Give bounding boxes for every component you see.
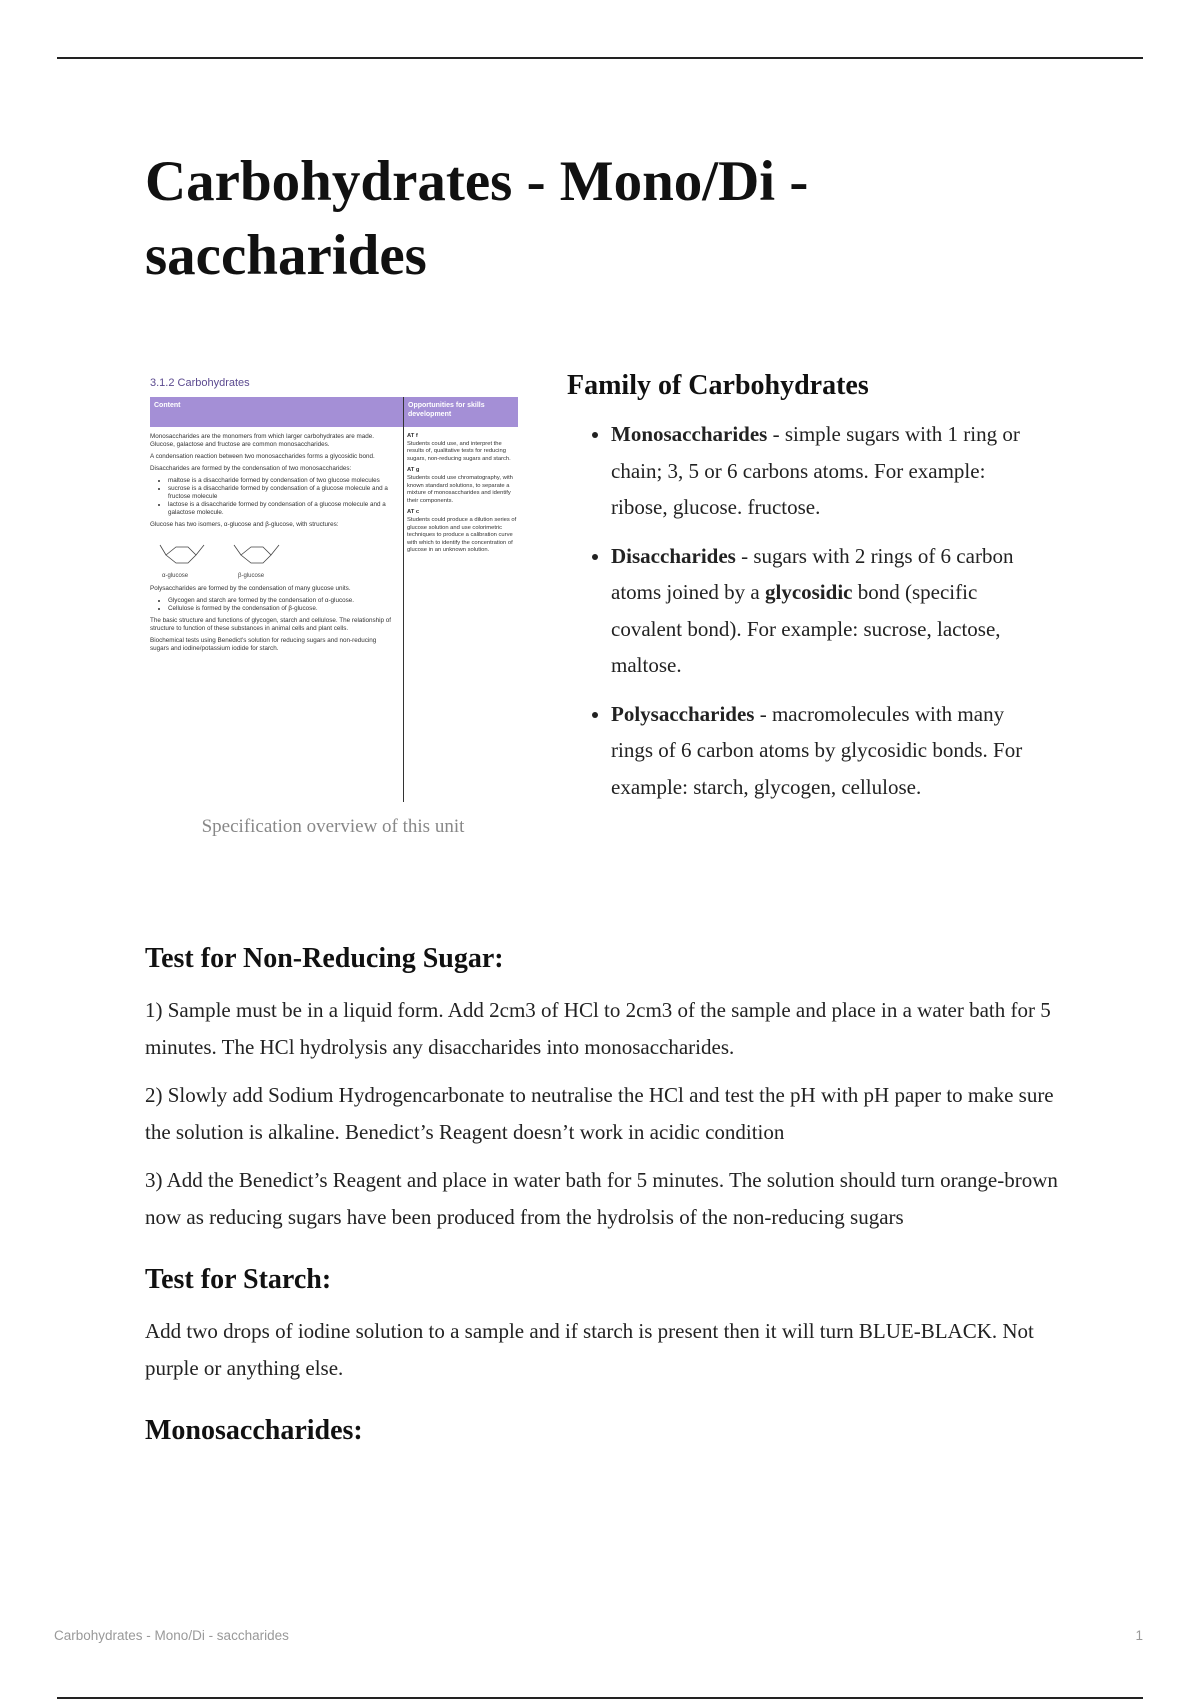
glycosidic-emphasis: glycosidic [764,580,853,604]
family-description: - simple sugars with 1 ring or chain; 3, 5 or 6 carbons atoms. For example: ribose, glucose. fructose. [611,422,1020,519]
family-term: Polysaccharides [611,701,755,726]
nonreducing-step: 1) Sample must be in a liquid form. Add 2cm3 of HCl to 2cm3 of the sample and place in a water bath for 5 minutes. The HCl hydrolysis any disaccharides into monosaccharides. [145,998,1051,1059]
family-description: - sugars with 2 rings of 6 carbon atoms joined by a [611,543,1014,604]
spec-skill-text: Students could produce a dilution series of glucose solution and use colorimetric techniques to produce a calibration curve with which to identify the concentration of glucose in an unknown solution. [407,516,517,554]
footer-title: Carbohydrates - Mono/Di - saccharides [54,1628,289,1643]
nonreducing-heading: Test for Non-Reducing Sugar: [145,943,504,974]
starch-heading: Test for Starch: [145,1264,332,1295]
spec-body-bullets [150,477,396,517]
spec-bullet: • sucrose is a disaccharide formed by condensation of a glucose molecule and a fructose molecule [168,485,396,501]
starch-section [145,1257,1065,1386]
spec-bullet: • lactose is a disaccharide formed by condensation of a glucose molecule and a galactose molecule. [168,501,396,517]
page-number: 1 [1135,1628,1143,1643]
spec-table-header [150,397,518,427]
monosaccharides-heading: Monosaccharides: [145,1415,363,1446]
tests-section [145,936,1065,1464]
starch-text: Add two drops of iodine solution to a sample and if starch is present then it will turn BLUE-BLACK. Not purple or anything else. [145,1319,1034,1380]
monosaccharides-section [145,1408,1065,1454]
spec-skill-text: Students could use, and interpret the results of, qualitative tests for reducing sugars, non-reducing sugars and starch. [407,440,511,462]
spec-body-line: A condensation reaction between two monosaccharides forms a glycosidic bond. [150,453,375,460]
spec-bullet: • Cellulose is formed by the condensation of β-glucose. [168,605,396,613]
page-title: Carbohydrates - Mono/Di - saccharides [145,150,809,287]
spec-skill-entry [407,509,517,555]
nonreducing-step: 2) Slowly add Sodium Hydrogencarbonate to neutralise the HCl and test the pH with pH paper to make sure the solution is alkaline. Benedict’s Reagent doesn’t work in acidic condition [145,1083,1054,1144]
top-rule [57,57,1143,59]
family-item-monosaccharides [611,416,1047,526]
alpha-glucose-label: α-glucose [162,573,189,579]
nonreducing-step: 3) Add the Benedict’s Reagent and place in water bath for 5 minutes. The solution should turn orange-brown now as reducing sugars have been produced from the hydrolsis of the non-reducing sugars [145,1168,1058,1229]
spec-column-divider [403,397,404,802]
spec-head-content: Content [154,402,181,409]
family-term: Disaccharides [611,543,736,568]
family-item-disaccharides [611,538,1047,684]
spec-poly-line: Polysaccharides are formed by the condensation of many glucose units. [150,585,351,592]
spec-skill-text: Students could use chromatography, with known standard solutions, to separate a mixture of monosaccharides and identify their components. [407,474,513,504]
specification-figure [148,377,518,838]
family-heading: Family of Carbohydrates [567,370,869,401]
spec-skill-label: AT c [407,509,420,516]
glucose-structures-diagram [156,533,306,579]
spec-body-line: Disaccharides are formed by the condensation of two monosaccharides: [150,465,352,472]
spec-skills-column [407,433,517,559]
family-description: - macromolecules with many rings of 6 carbon atoms by glycosidic bonds. For example: starch, glycogen, cellulose. [611,701,1023,799]
spec-poly-bullets [150,597,396,613]
family-list [567,416,1047,805]
family-description: bond (specific covalent bond). For example: sucrose, lactose, maltose. [611,580,1001,677]
spec-content-column [150,433,396,657]
nonreducing-section [145,936,1065,1235]
bottom-rule [57,1697,1143,1699]
figure-caption: Specification overview of this unit [201,816,465,837]
spec-body-line: Biochemical tests using Benedict's solution for reducing sugars and non-reducing sugars and iodine/potassium iodide for starch. [150,637,377,652]
beta-glucose-label: β-glucose [238,573,265,579]
spec-bullet: • Glycogen and starch are formed by the condensation of α-glucose. [168,597,396,605]
spec-skill-label: AT f [407,433,418,439]
family-section [567,368,1047,817]
spec-skill-label: AT g [407,467,420,474]
spec-skill-entry [407,433,517,463]
spec-isomers-line: Glucose has two isomers, α-glucose and β-glucose, with structures: [150,521,339,528]
family-term: Monosaccharides [611,422,768,446]
spec-bullet: • maltose is a disaccharide formed by condensation of two glucose molecules [168,477,396,485]
spec-title: 3.1.2 Carbohydrates [150,377,250,389]
family-item-polysaccharides [611,696,1047,806]
spec-head-skills: Opportunities for skills development [408,402,485,418]
spec-body-line: Monosaccharides are the monomers from which larger carbohydrates are made. Glucose, galactose and fructose are common monosaccharides. [150,433,374,448]
spec-body-line: The basic structure and functions of glycogen, starch and cellulose. The relationship of structure to function of these substances in animal cells and plant cells. [150,617,392,632]
specification-image [148,377,518,802]
spec-skill-entry [407,467,517,505]
